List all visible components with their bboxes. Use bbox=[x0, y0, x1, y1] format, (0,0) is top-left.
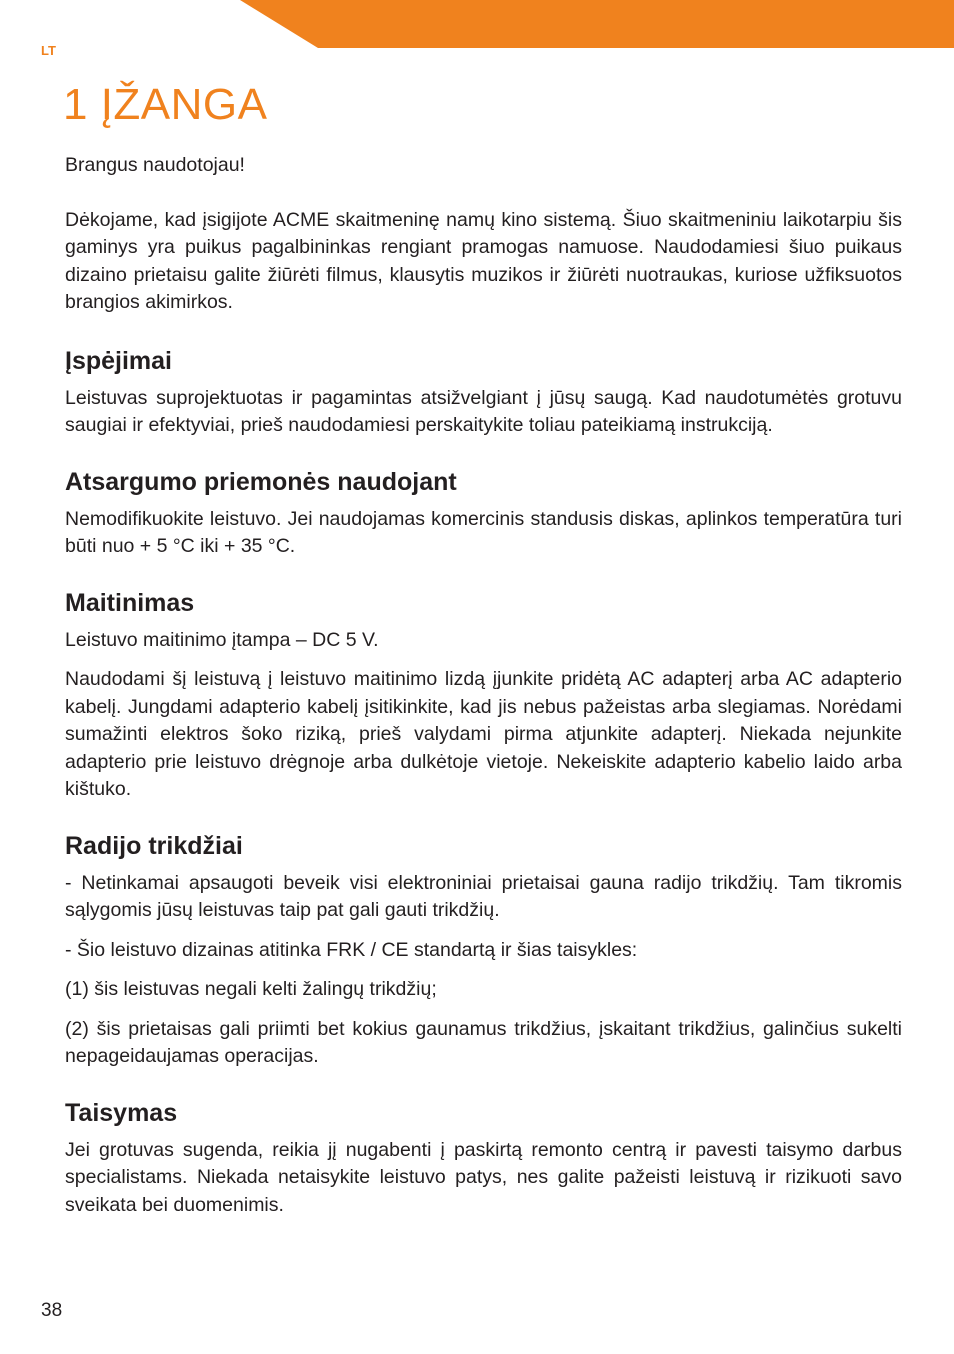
radio-text-2: - Šio leistuvo dizainas atitinka FRK / CE standartą ir šias taisykles: bbox=[65, 938, 638, 961]
power-text-adapter: Naudodami šį leistuvą į leistuvo maitinimo lizdą įjunkite pridėtą AC adapterį arba AC adapterio kabelį. Jungdami adapterio kabelį įsitikinkite, kad jis nebus pažeistas arba slegiamas. Norėdami sumažinti elektros šoko riziką, prieš valydami pirma atjunkite adapterį. Niekada nejunkite adapterio prie leistuvo drėgnoje arba dulkėtoje vietoje. Nekeiskite adapterio kabelio laido arba kištuko. bbox=[65, 668, 902, 800]
power-text-voltage: Leistuvo maitinimo įtampa – DC 5 V. bbox=[65, 628, 379, 651]
intro-paragraph: Dėkojame, kad įsigijote ACME skaitmeninę namų kino sistemą. Šiuo skaitmeniniu laikotarpiu šis gaminys yra puikus pagalbininkas rengiant pramogas namuose. Naudodamiesi šiuo puikaus dizaino prietaisu galite žiūrėti filmus, klausytis muzikos ir žiūrėti nuotraukas, kuriose užfiksuotos brangios akimirkos. bbox=[65, 208, 902, 313]
page-number: 38 bbox=[41, 1300, 63, 1321]
section-heading-repair: Taisymas bbox=[65, 1098, 178, 1127]
language-code: LT bbox=[41, 43, 56, 58]
header-banner bbox=[240, 0, 954, 48]
section-heading-radio: Radijo trikdžiai bbox=[65, 831, 243, 860]
radio-text-4: (2) šis prietaisas gali priimti bet kokius gaunamus trikdžius, įskaitant trikdžius, galinčius sukelti nepageidaujamas operacijas. bbox=[65, 1017, 902, 1067]
page-content bbox=[65, 152, 902, 1219]
chapter-title: 1 ĮŽANGA bbox=[63, 80, 268, 129]
section-heading-power: Maitinimas bbox=[65, 588, 195, 617]
repair-text: Jei grotuvas sugenda, reikia jį nugabenti į paskirtą remonto centrą ir pavesti taisymo darbus specialistams. Niekada netaisykite leistuvo patys, nes galite pažeisti leistuvą ir rizikuoti savo sveikata bei duomenimis. bbox=[65, 1138, 902, 1216]
greeting: Brangus naudotojau! bbox=[65, 154, 245, 176]
radio-text-3: (1) šis leistuvas negali kelti žalingų trikdžių; bbox=[65, 978, 437, 1000]
section-heading-precautions: Atsargumo priemonės naudojant bbox=[65, 467, 457, 496]
radio-text-1: - Netinkamai apsaugoti beveik visi elektroniniai prietaisai gauna radijo trikdžių. Tam tikromis sąlygomis jūsų leistuvas taip pat gali gauti trikdžių. bbox=[65, 871, 902, 921]
precautions-text: Nemodifikuokite leistuvo. Jei naudojamas komercinis standusis diskas, aplinkos temperatūra turi būti nuo + 5 °C iki + 35 °C. bbox=[65, 507, 902, 557]
section-heading-warning: Įspėjimai bbox=[65, 346, 172, 375]
warning-text: Leistuvas suprojektuotas ir pagamintas atsižvelgiant į jūsų saugą. Kad naudotumėtės grotuvu saugiai ir efektyviai, prieš naudodamiesi perskaitykite toliau pateikiamą instrukciją. bbox=[65, 386, 902, 436]
